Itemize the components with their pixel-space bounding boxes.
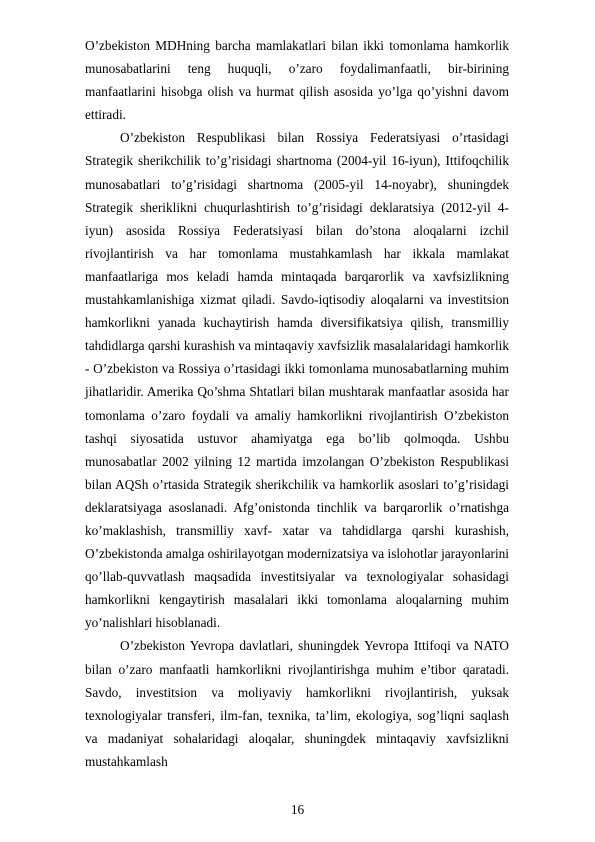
paragraph-3: O’zbekiston Yevropa davlatlari, shuningdek Yevropa Ittifoqi va NATO bilan o’zaro manfaatli hamkorlikni rivojlantirishga muhim e’tibor qaratadi. Savdo, investitsion va moliyaviy hamkorlikni rivojlantirish, yuksak texnologiyalar transferi, ilm-fan, texnika, ta’lim, ekologiya, sog’liqni saqlash va madaniyat sohalaridagi aloqalar, shuningdek mintaqaviy xavfsizlikni mustahkamlash — [85, 638, 509, 769]
body-text — [85, 34, 509, 773]
page-number: 16 — [290, 802, 305, 817]
paragraph-2: O’zbekiston Respublikasi bilan Rossiya Federatsiyasi o’rtasidagi Strategik sherikchilik to’g’risidagi shartnoma (2004-yil 16-iyun), Ittifoqchilik munosabatlari to’g’risidagi shartnoma (2005-yil 14-noyabr), shuningdek Strategik sheriklikni chuqurlashtirish to’g’risidagi deklaratsiya (2012-yil 4-iyun) asosida Rossiya Federatsiyasi bilan do’stona aloqalarni izchil rivojlantirish va har tomonlama mustahkamlash har ikkala mamlakat manfaatlariga mos keladi hamda mintaqada barqarorlik va xavfsizlikning mustahkamlanishiga xizmat qiladi. Savdo-iqtisodiy aloqalarni va investitsion hamkorlikni yanada kuchaytirish hamda diversifikatsiya qilish, transmilliy tahdidlarga qarshi kurashish va mintaqaviy xavfsizlik masalalaridagi hamkorlik - O’zbekiston va Rossiya o’rtasidagi ikki tomonlama munosabatlarning muhim jihatlaridir. Amerika Qo’shma Shtatlari bilan mushtarak manfaatlar asosida har tomonlama o’zaro foydali va amaliy hamkorlikni rivojlantirish O’zbekiston tashqi siyosatida ustuvor ahamiyatga ega bo’lib qolmoqda. Ushbu munosabatlar 2002 yilning 12 martida imzolangan O’zbekiston Respublikasi bilan AQSh o’rtasida Strategik sherikchilik va hamkorlik asoslari to’g’risidagi deklaratsiyaga asoslanadi. Afg’onistonda tinchlik va barqarorlik o’rnatishga ko’maklashish, transmilliy xavf- xatar va tahdidlarga qarshi kurashish, O’zbekistonda amalga oshirilayotgan modernizatsiya va islohotlar jarayonlarini qo’llab-quvvatlash maqsadida investitsiyalar va texnologiyalar sohasidagi hamkorlikni kengaytirish masalalari ikki tomonlama aloqalarning muhim yo’nalishlari hisoblanadi. — [85, 130, 509, 631]
paragraph-1: O’zbekiston MDHning barcha mamlakatlari bilan ikki tomonlama hamkorlik munosabatlarini teng huquqli, o’zaro foydalimanfaatli, bir-birining manfaatlarini hisobga olish va hurmat qilish asosida yo’lga qo’yishni davom ettiradi. — [85, 38, 509, 123]
